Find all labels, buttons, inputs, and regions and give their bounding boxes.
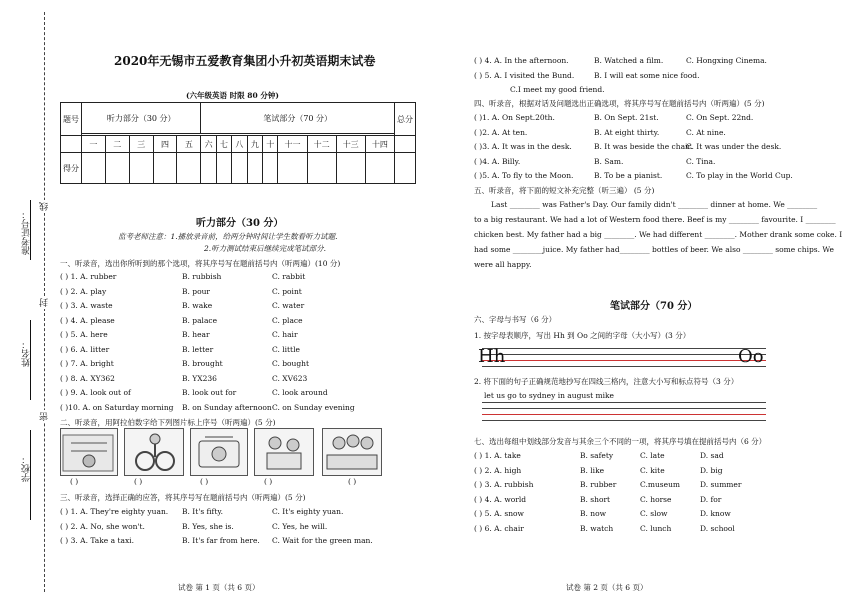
score-cell[interactable] xyxy=(263,153,278,184)
s1-item-7-c: C. bought xyxy=(272,359,310,368)
score-cell[interactable] xyxy=(278,153,307,184)
s3-item-2-n[interactable]: ( ) 2. A. No, she won't. xyxy=(60,521,145,531)
s7-item-4-c: C. horse xyxy=(640,494,672,504)
s4-item-5-n[interactable]: ( )5. A. To fly to the Moon. xyxy=(474,171,574,180)
score-col: 五 xyxy=(177,136,201,153)
binding-strip xyxy=(0,0,50,608)
section-5-title: 五、听录音，将下面的短文补充完整（听三遍） (5 分) xyxy=(474,186,655,195)
s7-item-3-b: B. rubber xyxy=(580,480,617,489)
s1-item-10-n[interactable]: ( )10. A. on Saturday morning xyxy=(60,402,174,412)
s7-item-1-b: B. safety xyxy=(580,451,614,460)
s3-item-1-c: C. It's eighty yuan. xyxy=(272,507,344,516)
rt-item-2-b: B. I will eat some nice food. xyxy=(594,70,700,80)
exam-title: 2020年无锡市五爱教育集团小升初英语期末试卷 xyxy=(114,54,376,68)
score-table-listening: 听力部分（30 分） xyxy=(82,103,201,134)
s1-item-8-c: C. XV623 xyxy=(272,373,308,383)
picture-4 xyxy=(254,428,314,476)
s1-item-6-b: B. letter xyxy=(182,344,214,354)
score-cell[interactable] xyxy=(307,153,336,184)
s7-item-5-c: C. slow xyxy=(640,509,668,518)
score-row-label: 得分 xyxy=(61,153,82,184)
s4-item-4-c: C. Tina. xyxy=(686,156,716,166)
section-6-q1: 1. 按字母表顺序，写出 Hh 到 Oo 之间的字母（大小写）(3 分） xyxy=(474,331,691,340)
s1-item-5-n[interactable]: ( ) 5. A. here xyxy=(60,330,108,339)
seal-mark-seal: 封 xyxy=(40,298,50,307)
s7-item-5-d: D. know xyxy=(700,509,731,518)
score-col: 十四 xyxy=(365,136,394,153)
s4-item-2-n[interactable]: ( )2. A. At ten. xyxy=(474,127,528,137)
picture-3 xyxy=(190,428,248,476)
score-col: 四 xyxy=(153,136,177,153)
s1-item-10-c: C. on Sunday evening xyxy=(272,402,355,412)
score-table-header: 题号 xyxy=(61,103,82,136)
s1-item-10-b: B. on Sunday afternoon xyxy=(182,402,272,412)
picture-2 xyxy=(124,428,184,476)
s7-item-2-d: D. big xyxy=(700,465,723,475)
score-col: 一 xyxy=(82,136,106,153)
passage-line-3: chicken best. My father had a big ________. We had different ________. Mother drank some coke. I xyxy=(474,230,843,239)
s1-item-1-b: B. rubbish xyxy=(182,272,222,281)
score-col: 十三 xyxy=(336,136,365,153)
section-4-title: 四、听录音，根据对话及问题选出正确选项，将其序号写在题前括号内（听两遍）(5 分) xyxy=(474,99,765,108)
section-3-item-5-option-c: C.I meet my good friend. xyxy=(510,85,605,94)
score-col: 十一 xyxy=(278,136,307,153)
s4-item-1-n[interactable]: ( )1. A. On Sept.20th. xyxy=(474,113,555,122)
s1-item-3-n[interactable]: ( ) 3. A. waste xyxy=(60,301,113,310)
s1-item-7-n[interactable]: ( ) 7. A. bright xyxy=(60,359,114,368)
s7-item-5-n[interactable]: ( ) 5. A. snow xyxy=(474,509,524,518)
s4-item-4-b: B. Sam. xyxy=(594,156,624,166)
passage-line-5: were all happy. xyxy=(474,260,532,269)
score-col: 十 xyxy=(263,136,278,153)
s3-item-3-b: B. It's far from here. xyxy=(182,536,260,545)
s3-item-1-n[interactable]: ( ) 1. A. They're eighty yuan. xyxy=(60,507,169,516)
s7-item-6-b: B. watch xyxy=(580,523,614,533)
s1-item-5-b: B. hear xyxy=(182,330,210,339)
score-col: 十二 xyxy=(307,136,336,153)
s4-item-1-b: B. On Sept. 21st. xyxy=(594,113,659,122)
s7-item-2-b: B. like xyxy=(580,465,605,475)
score-cell[interactable] xyxy=(395,153,416,184)
seal-mark-line: 线 xyxy=(40,202,50,211)
s1-item-8-n[interactable]: ( ) 8. A. XY362 xyxy=(60,373,115,383)
letter-hh: Hh xyxy=(478,346,506,367)
s7-item-2-n[interactable]: ( ) 2. A. high xyxy=(474,465,522,475)
s4-item-2-b: B. At eight thirty. xyxy=(594,127,660,137)
score-table-writing: 笔试部分（70 分） xyxy=(201,103,395,134)
s1-item-6-n[interactable]: ( ) 6. A. litter xyxy=(60,344,110,354)
s4-item-5-b: B. To be a pianist. xyxy=(594,171,663,180)
score-cell[interactable] xyxy=(365,153,394,184)
s3-item-3-n[interactable]: ( ) 3. A. Take a taxi. xyxy=(60,536,134,545)
section-7-title: 七、选出每组中划线部分发音与其余三个不同的一项，将其序号填在提前括号内（6 分） xyxy=(474,437,767,446)
rt-item-1-n[interactable]: ( ) 4. A. In the afternoon. xyxy=(474,56,569,65)
footer-page-2: 试卷 第 2 页（共 6 页） xyxy=(566,583,648,592)
s7-item-6-n[interactable]: ( ) 6. A. chair xyxy=(474,523,524,533)
s1-item-2-n[interactable]: ( ) 2. A. play xyxy=(60,286,107,296)
s7-item-1-n[interactable]: ( ) 1. A. take xyxy=(474,451,521,460)
listening-heading: 听力部分（30 分） xyxy=(196,218,284,229)
s4-item-3-b: B. It was beside the chair. xyxy=(594,142,693,151)
s1-item-9-n[interactable]: ( ) 9. A. look out of xyxy=(60,388,131,397)
picture-4-blank[interactable]: ( ) xyxy=(264,477,273,486)
score-col: 九 xyxy=(247,136,262,153)
picture-3-blank[interactable]: ( ) xyxy=(200,477,209,486)
s4-item-3-n[interactable]: ( )3. A. It was in the desk. xyxy=(474,142,572,151)
score-table-total: 总分 xyxy=(395,103,416,136)
s1-item-1-n[interactable]: ( ) 1. A. rubber xyxy=(60,272,117,281)
school-label: 学校： xyxy=(22,455,32,482)
section-3-title: 三、听录音，选择正确的应答，将其序号写在题前括号内（听两遍）(5 分) xyxy=(60,493,306,502)
score-cell[interactable] xyxy=(336,153,365,184)
s1-item-4-n[interactable]: ( ) 4. A. please xyxy=(60,315,115,325)
s4-item-1-c: C. On Sept. 22nd. xyxy=(686,113,754,122)
s1-item-4-b: B. palace xyxy=(182,315,218,325)
s7-item-3-d: D. summer xyxy=(700,480,742,489)
s7-item-3-c: C.museum xyxy=(640,480,681,489)
score-table xyxy=(60,102,416,184)
score-cell[interactable] xyxy=(129,153,153,184)
score-col: 三 xyxy=(129,136,153,153)
score-col: 六 xyxy=(201,136,216,153)
s7-item-3-n[interactable]: ( ) 3. A. rubbish xyxy=(474,480,534,489)
footer-page-1: 试卷 第 1 页（共 6 页） xyxy=(178,583,260,592)
s3-item-3-c: C. Wait for the green man. xyxy=(272,536,373,545)
score-cell[interactable] xyxy=(216,153,231,184)
exam-subtitle: (六年级英语 时限 80 分钟) xyxy=(186,91,279,100)
copy-sentence: let us go to sydney in august mike xyxy=(484,391,614,400)
s1-item-3-b: B. wake xyxy=(182,301,213,310)
s1-item-1-c: C. rabbit xyxy=(272,272,306,281)
s1-item-2-b: B. pour xyxy=(182,286,211,296)
rt-item-1-b: B. Watched a film. xyxy=(594,56,664,65)
rt-item-1-c: C. Hongxing Cinema. xyxy=(686,56,767,65)
s3-item-1-b: B. It's fifty. xyxy=(182,507,223,516)
s1-item-4-c: C. place xyxy=(272,315,303,325)
listening-note-1: 监考老师注意：1.播放录音前，给两分钟时间让学生数看听力试题. xyxy=(118,232,338,241)
s7-item-1-c: C. late xyxy=(640,451,665,460)
writing-heading: 笔试部分（70 分） xyxy=(610,301,698,312)
rt-item-2-n[interactable]: ( ) 5. A. I visited the Bund. xyxy=(474,70,575,80)
s3-item-2-b: B. Yes, she is. xyxy=(182,521,234,531)
exam-number-label: 准考证号： xyxy=(22,210,32,255)
name-label: 姓名： xyxy=(22,340,32,367)
s1-item-9-c: C. look around xyxy=(272,388,328,397)
s4-item-4-n[interactable]: ( )4. A. Billy. xyxy=(474,156,521,166)
s4-item-3-c: C. It was under the desk. xyxy=(686,142,782,151)
score-cell[interactable] xyxy=(201,153,216,184)
s7-item-1-d: D. sad xyxy=(700,451,724,460)
s1-item-3-c: C. water xyxy=(272,301,305,310)
picture-1 xyxy=(60,428,118,476)
s4-item-5-c: C. To play in the World Cup. xyxy=(686,171,793,180)
s7-item-4-b: B. short xyxy=(580,494,611,504)
score-col: 八 xyxy=(232,136,247,153)
score-col: 二 xyxy=(105,136,129,153)
picture-5 xyxy=(322,428,382,476)
score-cell[interactable] xyxy=(232,153,247,184)
passage-line-4: had some ________juice. My father had________ bottles of beer. We also ________ some chips. We xyxy=(474,245,834,254)
s3-item-2-c: C. Yes, he will. xyxy=(272,521,328,531)
score-col: 七 xyxy=(216,136,231,153)
score-cell[interactable] xyxy=(247,153,262,184)
s7-item-2-c: C. kite xyxy=(640,465,665,475)
s7-item-6-d: D. school xyxy=(700,523,735,533)
picture-2-blank[interactable]: ( ) xyxy=(134,477,143,486)
score-cell[interactable] xyxy=(105,153,129,184)
letter-oo: Oo xyxy=(738,346,764,367)
s7-item-4-n[interactable]: ( ) 4. A. world xyxy=(474,494,527,504)
s7-item-6-c: C. lunch xyxy=(640,523,672,533)
s1-item-6-c: C. little xyxy=(272,344,300,354)
score-cell[interactable] xyxy=(153,153,177,184)
seal-mark-secret: 密 xyxy=(40,412,50,421)
score-cell[interactable] xyxy=(82,153,106,184)
section-6-q2: 2. 将下面的句子正确规范地抄写在四线三格内，注意大小写和标点符号（3 分） xyxy=(474,377,739,386)
picture-5-blank[interactable]: ( ) xyxy=(348,477,357,486)
passage-line-2: to a big restaurant. We had a lot of Western food there. Beef is my ________ favourite. I ________ xyxy=(474,215,836,224)
s1-item-5-c: C. hair xyxy=(272,330,298,339)
picture-1-blank[interactable]: ( ) xyxy=(70,477,79,486)
score-cell[interactable] xyxy=(177,153,201,184)
s1-item-7-b: B. brought xyxy=(182,359,223,368)
s7-item-5-b: B. now xyxy=(580,509,607,518)
s7-item-4-d: D. for xyxy=(700,494,722,504)
s1-item-2-c: C. point xyxy=(272,286,302,296)
s1-item-8-b: B. YX236 xyxy=(182,373,217,383)
passage-line-1: Last ________ was Father's Day. Our family didn't ________ dinner at home. We ________ xyxy=(491,200,818,209)
section-2-title: 二、听录音，用阿拉伯数字给下列图片标上序号（听两遍）(5 分) xyxy=(60,418,276,427)
s1-item-9-b: B. look out for xyxy=(182,388,237,397)
listening-note-2: 2.听力测试结束后继续完成笔试部分. xyxy=(204,244,327,253)
section-6-title: 六、字母与书写（6 分） xyxy=(474,315,557,324)
s4-item-2-c: C. At nine. xyxy=(686,127,726,137)
section-1-title: 一、听录音，选出你所听到的那个选项，将其序号写在题前括号内（听两遍）(10 分) xyxy=(60,259,341,268)
